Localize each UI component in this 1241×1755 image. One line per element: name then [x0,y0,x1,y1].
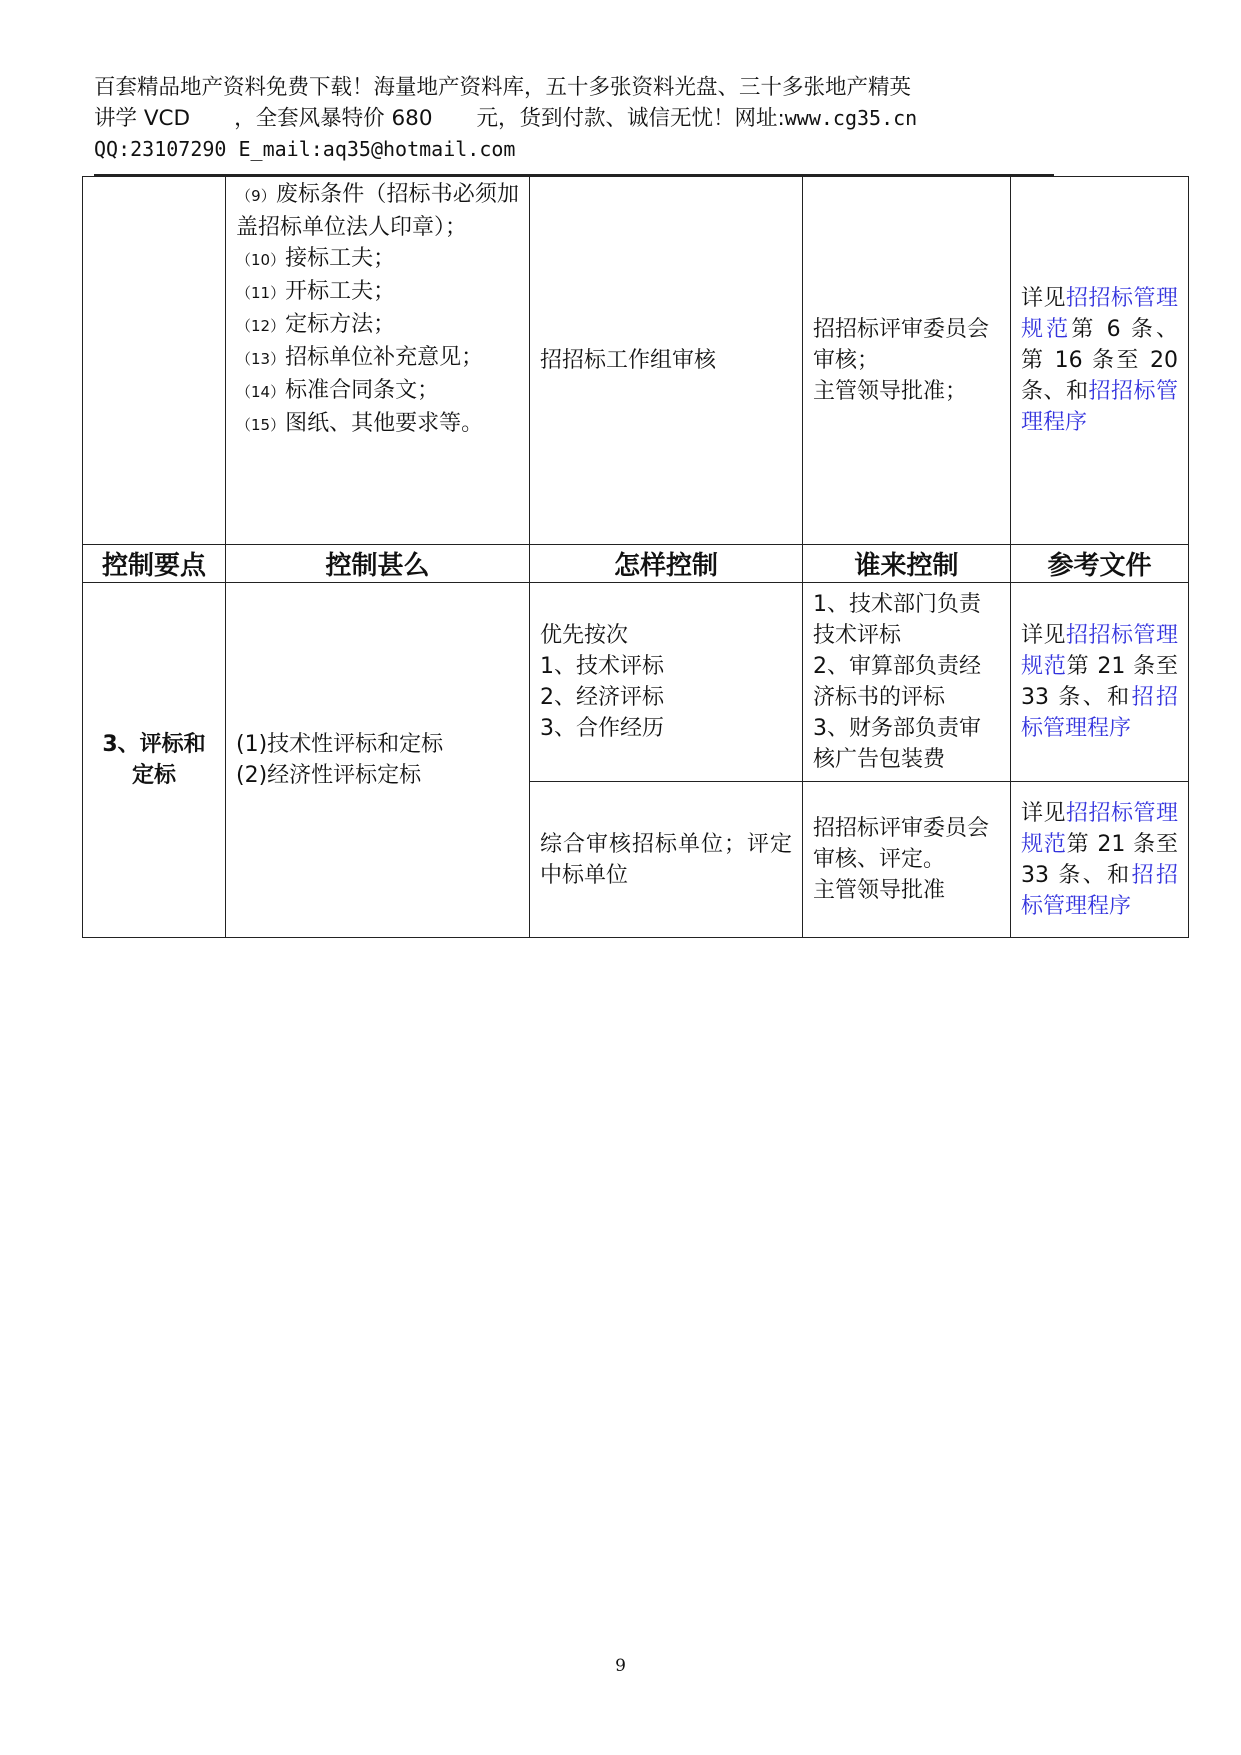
col-header-reference: 参考文件 [1011,545,1189,583]
how-line: 3、合作经历 [540,716,664,741]
who-line: 招招标评审委员会审核、评定。 [813,816,990,872]
cell-how [530,583,803,782]
cell-reference [1011,782,1189,938]
cell-who [803,177,1011,545]
ref-link-standard[interactable]: 招招标管理规范 [1021,286,1178,342]
how-line: 优先按次 [540,623,629,648]
ref-link-procedure[interactable]: 招招标管理程序 [1021,685,1178,741]
page-header [94,72,1054,165]
table-header-row [83,545,1189,583]
control-table [82,176,1189,938]
ref-link-standard[interactable]: 招招标管理规范 [1021,623,1178,679]
cell-how: 招招标工作组审核 [530,177,803,545]
header-contact-line: QQ:23107290 E_mail:aq35@hotmail.com [94,137,516,161]
col-header-what: 控制甚么 [226,545,530,583]
list-item: （13）招标单位补充意见； [236,345,484,370]
header-line-1: 百套精品地产资料免费下载！海量地产资料库，五十多张资料光盘、三十多张地产精英 [94,75,912,100]
cell-control-what [226,583,530,938]
who-line: 招招标评审委员会审核； [813,317,990,373]
ref-prefix: 详见 [1021,623,1066,648]
who-line: 3、财务部负责审核广告包装费 [813,716,981,772]
header-vcd-text: 讲学 VCD [94,106,191,131]
list-item: （15）图纸、其他要求等。 [236,411,484,436]
ref-link-procedure[interactable]: 招招标管理程序 [1021,862,1178,919]
cell-who [803,583,1011,782]
how-line: 2、经济评标 [540,685,664,710]
list-item: （10）接标工夫； [236,246,396,271]
ref-middle: 第 21 条至 33 条、和 [1021,654,1178,710]
cell-what-items [226,177,530,545]
who-line: 2、审算部负责经济标书的评标 [813,654,981,710]
cell-how [530,782,803,938]
page-number: 9 [615,1656,626,1676]
col-header-who: 谁来控制 [803,545,1011,583]
table-row-evaluation-1 [83,583,1189,782]
cell-point-empty [83,177,226,545]
header-price-text: ，全套风暴特价 680 [234,106,433,131]
how-line: 综合审核招标单位；评定中标单位 [540,831,792,888]
cell-reference [1011,583,1189,782]
col-header-point: 控制要点 [83,545,226,583]
what-line: (2)经济性评标定标 [236,763,422,788]
how-line: 1、技术评标 [540,654,664,679]
list-item: （14）标准合同条文； [236,378,440,403]
ref-prefix: 详见 [1021,286,1066,311]
header-url-link[interactable]: www.cg35.cn [784,106,918,130]
who-line: 主管领导批准； [813,379,968,404]
list-item: （11）开标工夫； [236,279,396,304]
col-header-how: 怎样控制 [530,545,803,583]
list-item: （9）废标条件（招标书必须加盖招标单位法人印章）； [236,182,519,240]
ref-middle: 第 21 条至 33 条、和 [1021,831,1178,888]
list-item: （12）定标方法； [236,312,396,337]
who-line: 1、技术部门负责技术评标 [813,592,981,648]
cell-reference [1011,177,1189,545]
ref-prefix: 详见 [1021,800,1066,826]
header-line-2 [94,103,1054,134]
ref-middle: 第 6 条、第 16 条至 20 条、和 [1021,317,1178,404]
ref-link-standard[interactable]: 招招标管理规范 [1021,800,1178,857]
cell-who [803,782,1011,938]
ref-link-procedure[interactable]: 招招标管理程序 [1021,379,1178,435]
cell-control-point: 3、评标和定标 [83,583,226,938]
header-payment-text: 元，货到付款、诚信无忧！网址: [476,106,785,131]
what-line: (1)技术性评标和定标 [236,732,444,757]
who-line: 主管领导批准 [813,878,946,903]
table-row-bid-conditions [83,177,1189,545]
